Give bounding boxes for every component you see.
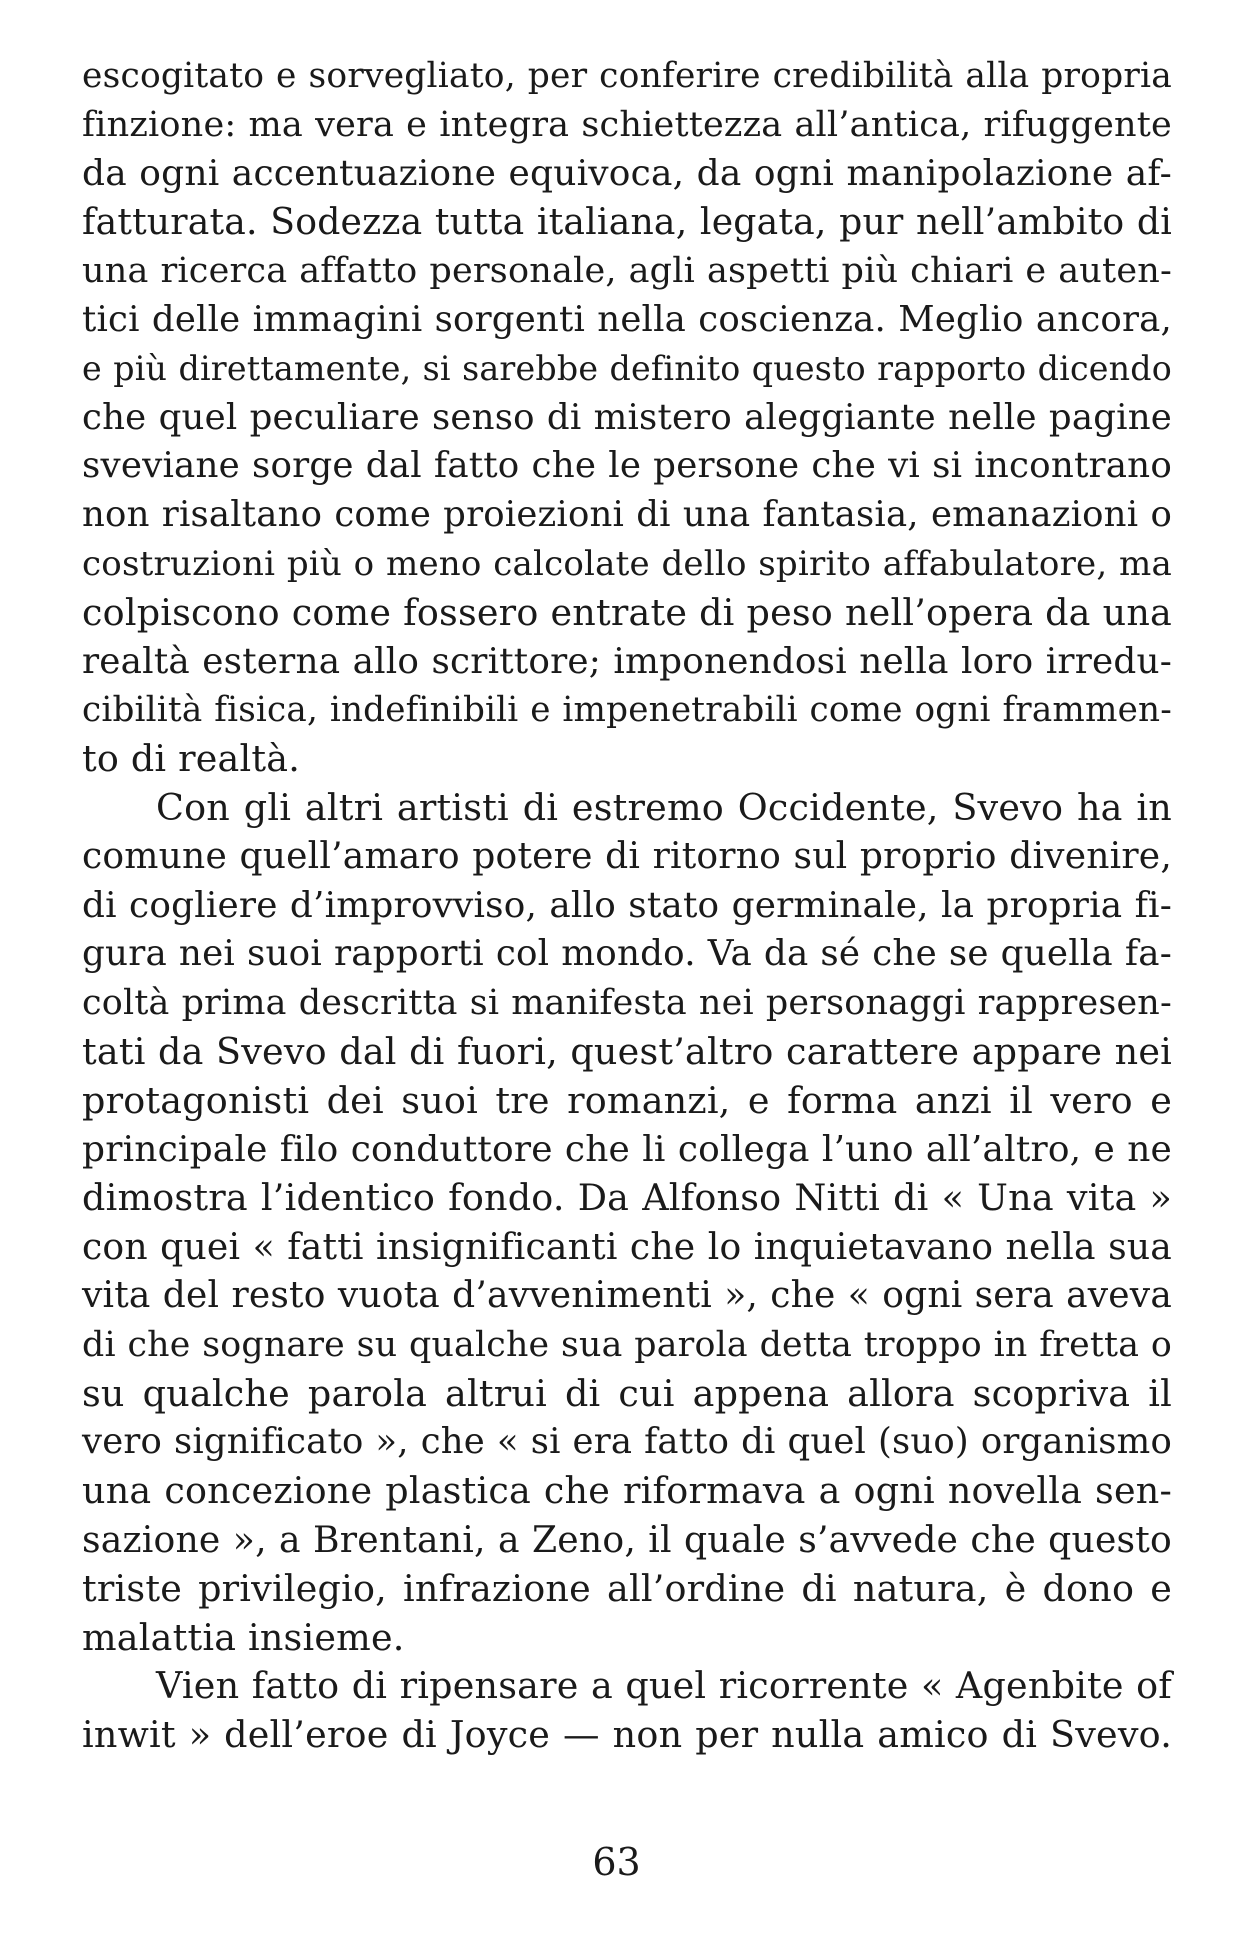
page-number: 63 [592,1840,641,1884]
text-line: su qualche parola altrui di cui appena allora scopriva il [82,1371,1172,1415]
text-line: dimostra l’identico fondo. Da Alfonso Nitti di « Una vita » [82,1176,1172,1220]
text-line: vero significato », che « si era fatto di quel (suo) organismo [82,1421,1172,1463]
text-line: fatturata. Sodezza tutta italiana, legata, pur nell’ambito di [82,200,1172,244]
text-line: tici delle immagini sorgenti nella coscienza. Meglio ancora, [82,298,1172,340]
text-line: costruzioni più o meno calcolate dello spirito affabulatore, ma [82,543,1172,584]
text-line: sveviane sorge dal fatto che le persone che vi si incontrano [82,445,1172,487]
text-line: coltà prima descritta si manifesta nei personaggi rappresen- [82,983,1172,1024]
text-line: finzione: ma vera e integra schiettezza all’antica, rifuggente [82,103,1172,145]
text-line: Vien fatto di ripensare a quel ricorrente « Agenbite of [156,1664,1172,1708]
text-line: escogitato e sorvegliato, per conferire credibilità alla propria [82,56,1172,96]
paragraph-3 [82,1662,1172,1760]
text-line: da ogni accentuazione equivoca, da ogni manipolazione af- [82,152,1172,194]
text-line: che quel peculiare senso di mistero aleggiante nelle pagine [82,396,1172,438]
text-line: colpiscono come fossero entrate di peso nell’opera da una [82,590,1172,634]
text-line: principale filo conduttore che li collega l’uno all’altro, e ne [82,1128,1172,1170]
text-line: realtà esterna allo scrittore; imponendosi nella loro irredu- [82,640,1172,682]
text-line: comune quell’amaro potere di ritorno sul proprio divenire, [82,835,1172,877]
text-line: gura nei suoi rapporti col mondo. Va da sé che se quella fa- [82,933,1172,975]
text-line: malattia insieme. [82,1615,405,1659]
text-line: di che sognare su qualche sua parola detta troppo in fretta o [82,1324,1172,1365]
text-line: non risaltano come proiezioni di una fantasia, emanazioni o [82,494,1172,536]
paragraph-1 [82,52,1172,784]
text-line: to di realtà. [82,737,300,781]
text-line: Con gli altri artisti di estremo Occidente, Svevo ha in [156,785,1172,829]
text-line: di cogliere d’improvviso, allo stato germinale, la propria fi- [82,884,1172,926]
text-line: vita del resto vuota d’avvenimenti », che « ogni sera aveva [82,1274,1172,1316]
text-line: sazione », a Brentani, a Zeno, il quale s’avvede che questo [82,1517,1172,1561]
text-line: cibilità fisica, indefinibili e impenetrabili come ogni frammen- [82,690,1172,731]
page-body [82,52,1172,1760]
text-line: tati da Svevo dal di fuori, quest’altro carattere appare nei [82,1029,1172,1073]
paragraph-2 [82,784,1172,1662]
text-line: protagonisti dei suoi tre romanzi, e forma anzi il vero e [82,1078,1172,1122]
text-line: una concezione plastica che riformava a ogni novella sen- [82,1469,1172,1513]
text-line: con quei « fatti insignificanti che lo inquietavano nella sua [82,1225,1172,1269]
text-line: inwit » dell’eroe di Joyce — non per nulla amico di Svevo. [82,1713,1172,1757]
text-line: una ricerca affatto personale, agli aspetti più chiari e auten- [82,251,1172,292]
text-line: triste privilegio, infrazione all’ordine di natura, è dono e [82,1566,1172,1610]
text-line: e più direttamente, si sarebbe definito questo rapporto dicendo [82,348,1172,388]
